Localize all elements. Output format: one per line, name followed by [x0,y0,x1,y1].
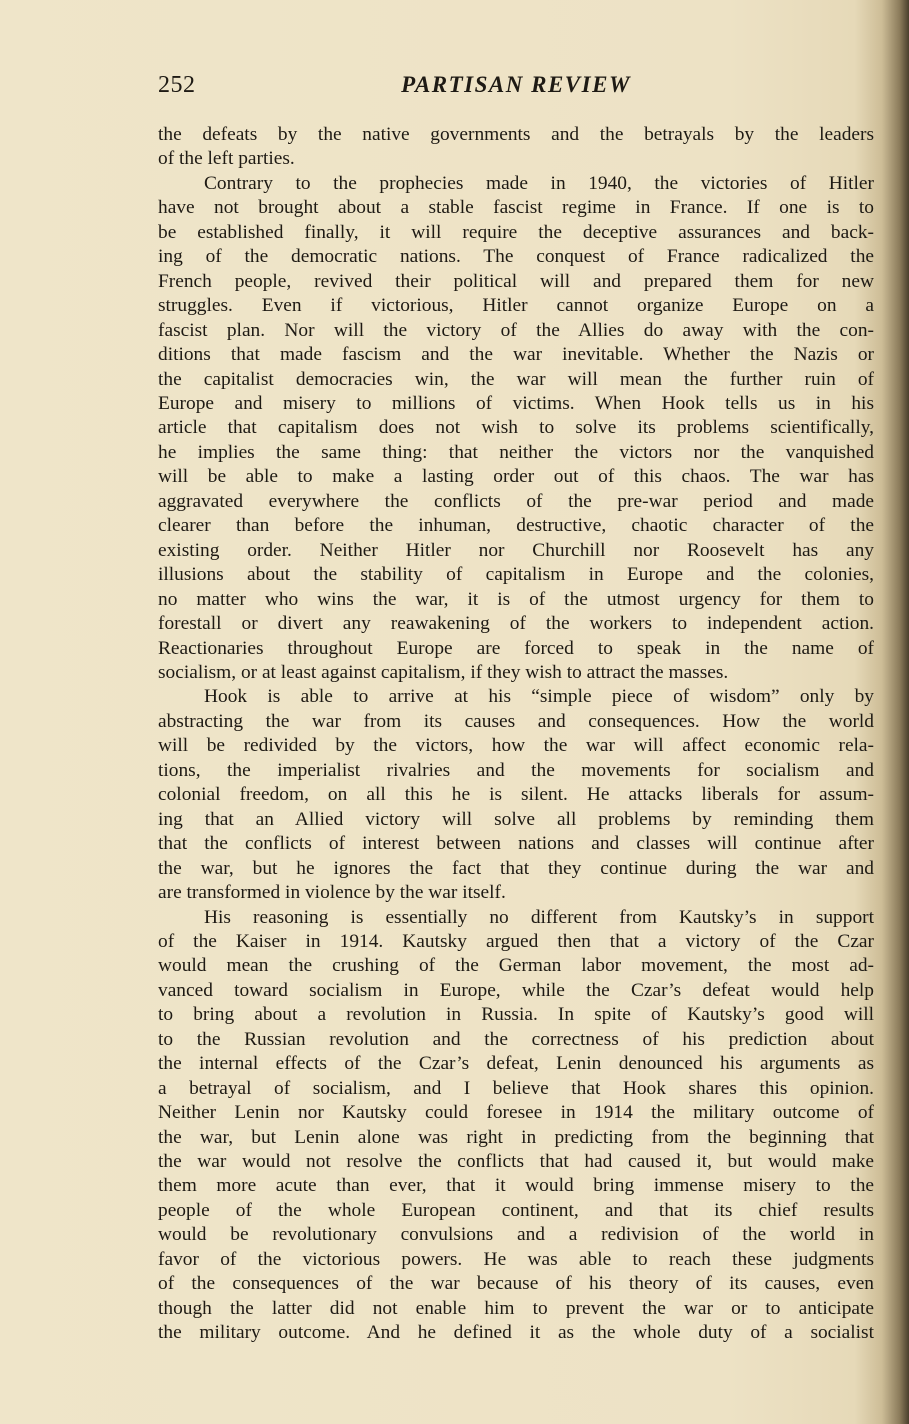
text-line: the defeats by the native governments and the betrayals by the leaders [158,124,874,145]
text-line: of the left parties. [158,148,295,170]
running-title: PARTISAN REVIEW [401,72,631,97]
text-line: the war, but he ignores the fact that they continue during the war and [158,857,874,879]
text-line: that the conflicts of interest between nations and classes will continue after [158,833,874,855]
text-line: His reasoning is essentially no different from Kautsky’s in support [204,906,874,928]
text-line: illusions about the stability of capitalism in Europe and the colonies, [158,564,874,586]
text-line: article that capitalism does not wish to solve its problems scientifically, [158,417,874,439]
text-line: are transformed in violence by the war itself. [158,882,506,904]
text-line: clearer than before the inhuman, destructive, chaotic character of the [158,515,874,537]
text-line: favor of the victorious powers. He was able to reach these judgments [158,1248,874,1270]
text-line: the capitalist democracies win, the war will mean the further ruin of [158,368,874,390]
text-line: ing that an Allied victory will solve all problems by reminding them [158,808,874,830]
text-line: will be able to make a lasting order out of this chaos. The war has [158,466,874,488]
text-line: fascist plan. Nor will the victory of the Allies do away with the con- [158,319,874,341]
text-line: Reactionaries throughout Europe are forced to speak in the name of [158,637,874,659]
text-line: have not brought about a stable fascist regime in France. If one is to [158,197,874,219]
text-line: ing of the democratic nations. The conquest of France radicalized the [158,246,874,268]
text-line: people of the whole European continent, and that its chief results [158,1199,874,1221]
text-line: Hook is able to arrive at his “simple piece of wisdom” only by [204,686,874,708]
text-line: vanced toward socialism in Europe, while the Czar’s defeat would help [158,979,874,1001]
text-line: forestall or divert any reawakening of the workers to independent action. [158,613,874,635]
body-text [158,123,874,1346]
text-line: Europe and misery to millions of victims. When Hook tells us in his [158,392,874,414]
text-line: ditions that made fascism and the war inevitable. Whether the Nazis or [158,344,874,366]
text-line: Contrary to the prophecies made in 1940, the victories of Hitler [204,172,874,194]
text-line: aggravated everywhere the conflicts of the pre-war period and made [158,490,874,512]
text-line: tions, the imperialist rivalries and the movements for socialism and [158,759,874,781]
text-line: will be redivided by the victors, how the war will affect economic rela- [158,735,874,757]
text-line: Neither Lenin nor Kautsky could foresee in 1914 the military outcome of [158,1102,874,1124]
text-line: struggles. Even if victorious, Hitler cannot organize Europe on a [158,295,874,317]
text-line: to bring about a revolution in Russia. In spite of Kautsky’s good will [158,1004,874,1026]
text-line: to the Russian revolution and the correctness of his prediction about [158,1028,874,1050]
text-line: socialism, or at least against capitalism, if they wish to attract the masses. [158,661,729,683]
page-header [158,72,874,108]
text-line: the war would not resolve the conflicts that had caused it, but would make [158,1151,874,1173]
page-number: 252 [158,72,196,98]
text-line: no matter who wins the war, it is of the utmost urgency for them to [158,588,874,610]
text-line: existing order. Neither Hitler nor Churchill nor Roosevelt has any [158,539,874,561]
text-line: the military outcome. And he defined it as the whole duty of a socialist [158,1322,874,1344]
text-line: abstracting the war from its causes and consequences. How the world [158,710,874,732]
text-line: of the consequences of the war because of his theory of its causes, even [158,1273,874,1295]
text-line: a betrayal of socialism, and I believe that Hook shares this opinion. [158,1077,874,1099]
text-line: colonial freedom, on all this he is silent. He attacks liberals for assum- [158,784,874,806]
text-line: he implies the same thing: that neither the victors nor the vanquished [158,441,874,463]
text-line: would be revolutionary convulsions and a redivision of the world in [158,1224,874,1246]
text-line: French people, revived their political will and prepared them for new [158,270,874,292]
text-line: them more acute than ever, that it would bring immense misery to the [158,1175,874,1197]
text-line: though the latter did not enable him to prevent the war or to anticipate [158,1297,874,1319]
text-line: the war, but Lenin alone was right in predicting from the beginning that [158,1126,874,1148]
text-line: would mean the crushing of the German labor movement, the most ad- [158,955,874,977]
text-line: of the Kaiser in 1914. Kautsky argued then that a victory of the Czar [158,930,874,952]
text-line: be established finally, it will require the deceptive assurances and back- [158,221,874,243]
text-line: the internal effects of the Czar’s defeat, Lenin denounced his arguments as [158,1053,874,1075]
